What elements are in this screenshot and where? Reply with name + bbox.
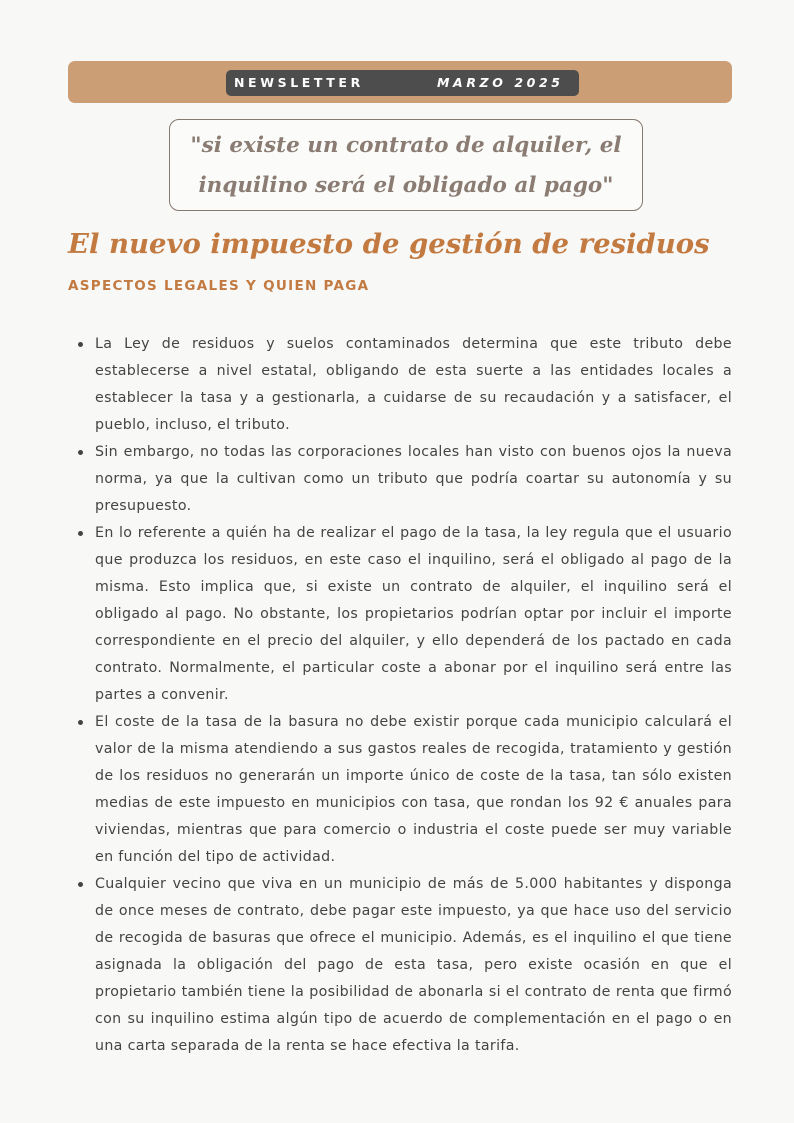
article-title: El nuevo impuesto de gestión de residuos (68, 228, 710, 260)
bullet-item (95, 871, 732, 1060)
bullet-dot-icon (78, 882, 83, 887)
article-bullet-list (95, 331, 732, 1060)
newsletter-label: NEWSLETTER (234, 75, 364, 90)
bullet-item (95, 520, 732, 709)
pull-quote (190, 124, 621, 206)
bullet-text: En lo referente a quién ha de realizar el pago de la tasa, la ley regula que el usuario que produzca los residuos, en este caso el inquilino, será el obligado al pago de la misma. Esto implica que, si existe un contrato de alquiler, el inquilino será el obligado al pago. No obstante, los propietarios podrían optar por incluir el importe correspondiente en el precio del alquiler, y ello dependerá de los pactado en cada contrato. Normalmente, el particular coste a abonar por el inquilino será entre las partes a convenir. (95, 525, 732, 703)
newsletter-label-pill (226, 70, 579, 96)
bullet-text: El coste de la tasa de la basura no debe existir porque cada municipio calculará el valor de la misma atendiendo a sus gastos reales de recogida, tratamiento y gestión de los residuos no generarán un importe único de coste de la tasa, tan sólo existen medias de este impuesto en municipios con tasa, que rondan los 92 € anuales para viviendas, mientras que para comercio o industria el coste puede ser muy variable en función del tipo de actividad. (95, 714, 732, 865)
bullet-dot-icon (78, 531, 83, 536)
bullet-item (95, 709, 732, 871)
bullet-dot-icon (78, 720, 83, 725)
bullet-item (95, 439, 732, 520)
bullet-dot-icon (78, 450, 83, 455)
pull-quote-box (169, 119, 643, 211)
bullet-text: Cualquier vecino que viva en un municipio de más de 5.000 habitantes y disponga de once meses de contrato, debe pagar este impuesto, ya que hace uso del servicio de recogida de basuras que ofrece el municipio. Además, es el inquilino el que tiene asignada la obligación del pago de esta tasa, pero existe ocasión en que el propietario también tiene la posibilidad de abonarla si el contrato de renta que firmó con su inquilino estima algún tipo de acuerdo de complementación en el pago o en una carta separada de la renta se hace efectiva la tarifa. (95, 876, 732, 1054)
bullet-item (95, 331, 732, 439)
pull-quote-line-1: "si existe un contrato de alquiler, el (190, 133, 622, 158)
pull-quote-line-2: inquilino será el obligado al pago" (198, 173, 614, 198)
article-subtitle: ASPECTOS LEGALES Y QUIEN PAGA (68, 278, 370, 294)
bullet-text: Sin embargo, no todas las corporaciones locales han visto con buenos ojos la nueva norma, ya que la cultivan como un tributo que podría coartar su autonomía y su presupuesto. (95, 444, 732, 514)
bullet-text: La Ley de residuos y suelos contaminados determina que este tributo debe establecerse a nivel estatal, obligando de esta suerte a las entidades locales a establecer la tasa y a gestionarla, a cuidarse de su recaudación y a satisfacer, el pueblo, incluso, el tributo. (95, 336, 732, 433)
issue-date: MARZO 2025 (437, 75, 564, 90)
bullet-dot-icon (78, 342, 83, 347)
